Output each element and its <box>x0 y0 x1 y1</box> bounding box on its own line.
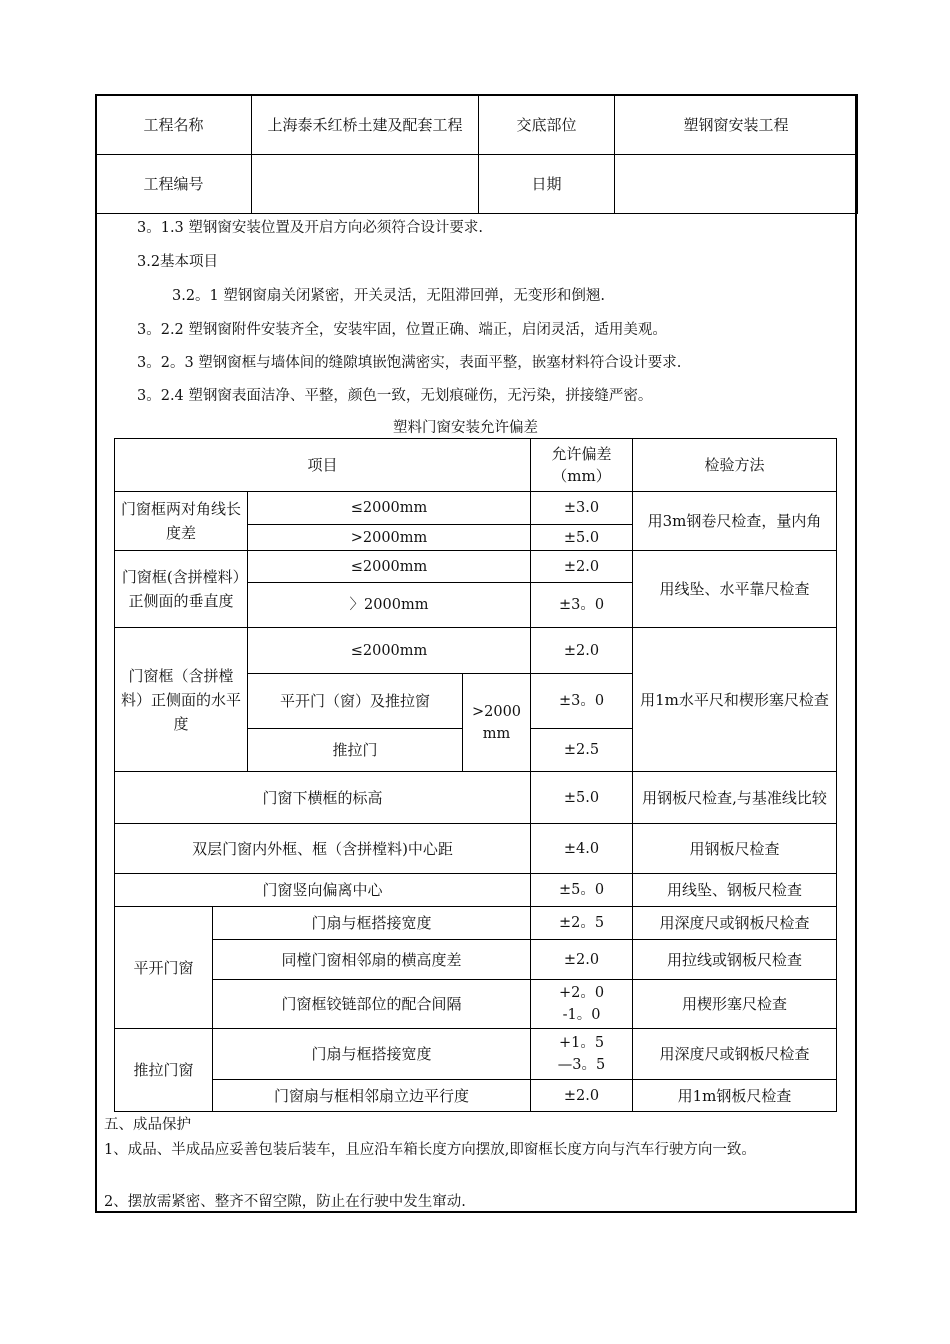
hori-method: 用1m水平尺和楔形塞尺检查 <box>633 628 837 772</box>
protection-item-1: 1、成品、半成品应妥善包装后装车，且应沿车箱长度方向摆放,即窗框长度方向与汽车行驶方向一致。 <box>104 1142 756 1158</box>
double-tol: ±4.0 <box>531 824 633 874</box>
sl-parallel-tol: ±2.0 <box>531 1080 633 1112</box>
hori-sliding-tol: ±2.5 <box>531 729 633 772</box>
cas-height-tol: ±2.0 <box>531 940 633 980</box>
vert-label: 门窗框(含拼樘料）正侧面的垂直度 <box>115 551 248 628</box>
cas-hinge-tol <box>531 980 633 1029</box>
body-line-6: 3。2.4 塑钢窗表面洁净、平整，颜色一致，无划痕碰伤，无污染，拼接缝严密。 <box>137 388 653 404</box>
date-label: 日期 <box>479 155 615 214</box>
cas-hinge-tol-plus: +2。0 <box>558 985 605 1001</box>
protection-item-2: 2、摆放需紧密、整齐不留空隙，防止在行驶中发生窜动. <box>104 1194 466 1210</box>
diag-le-tol: ±3.0 <box>531 492 633 525</box>
protection-title: 五、成品保护 <box>104 1117 191 1133</box>
head-tolerance: 允许偏差（mm） <box>531 439 633 492</box>
sl-parallel: 门窗扇与框相邻扇立边平行度 <box>213 1080 531 1112</box>
project-name-label: 工程名称 <box>96 95 252 155</box>
double-method: 用钢板尺检查 <box>633 824 837 874</box>
table-row <box>115 1029 837 1080</box>
diag-gt-tol: ±5.0 <box>531 525 633 551</box>
center-tol: ±5。0 <box>531 874 633 907</box>
diag-label: 门窗框两对角线长度差 <box>115 492 248 551</box>
table-row <box>115 1080 837 1112</box>
vert-le-tol: ±2.0 <box>531 551 633 583</box>
body-line-2: 3.2基本项目 <box>137 254 219 270</box>
handover-part-value: 塑钢窗安装工程 <box>615 95 858 155</box>
cas-height-method: 用拉线或钢板尺检查 <box>633 940 837 980</box>
center-method: 用线坠、钢板尺检查 <box>633 874 837 907</box>
table-row <box>115 628 837 674</box>
sl-overlap-tol-minus: —3。5 <box>557 1057 606 1073</box>
vert-gt-tol: ±3。0 <box>531 583 633 628</box>
sl-overlap: 门扇与框搭接宽度 <box>213 1029 531 1080</box>
hori-casement: 平开门（窗）及推拉窗 <box>248 674 463 729</box>
sl-overlap-tol <box>531 1029 633 1080</box>
diag-gt: >2000mm <box>248 525 531 551</box>
sliding-group: 推拉门窗 <box>115 1029 213 1112</box>
vert-method: 用线坠、水平靠尺检查 <box>633 551 837 628</box>
sill-tol: ±5.0 <box>531 772 633 824</box>
body-line-5: 3。2。3 塑钢窗框与墙体间的缝隙填嵌饱满密实，表面平整，嵌塞材料符合设计要求. <box>137 355 682 371</box>
cas-hinge-method: 用楔形塞尺检查 <box>633 980 837 1029</box>
table-row <box>115 772 837 824</box>
diag-method: 用3m钢卷尺检查，量内角 <box>633 492 837 551</box>
table-row <box>115 907 837 940</box>
project-no-value <box>252 155 479 214</box>
head-item: 项目 <box>115 439 531 492</box>
hori-label: 门窗框（含拼樘料）正侧面的水平度 <box>115 628 248 772</box>
cas-height: 同樘门窗相邻扇的横高度差 <box>213 940 531 980</box>
center-label: 门窗竖向偏离中心 <box>115 874 531 907</box>
head-method: 检验方法 <box>633 439 837 492</box>
hori-le: ≤2000mm <box>248 628 531 674</box>
cas-hinge: 门窗框铰链部位的配合间隔 <box>213 980 531 1029</box>
table-header-row <box>115 439 837 492</box>
cas-overlap-tol: ±2。5 <box>531 907 633 940</box>
cas-overlap: 门扇与框搭接宽度 <box>213 907 531 940</box>
table-row <box>115 874 837 907</box>
table-title: 塑料门窗安装允许偏差 <box>393 420 538 436</box>
sl-parallel-method: 用1m钢板尺检查 <box>633 1080 837 1112</box>
casement-group: 平开门窗 <box>115 907 213 1029</box>
handover-part-label: 交底部位 <box>479 95 615 155</box>
hori-le-tol: ±2.0 <box>531 628 633 674</box>
vert-le: ≤2000mm <box>248 551 531 583</box>
vert-gt: 〉2000mm <box>248 583 531 628</box>
hori-casement-tol: ±3。0 <box>531 674 633 729</box>
sl-overlap-tol-plus: +1。5 <box>558 1035 605 1051</box>
table-row <box>115 824 837 874</box>
sl-overlap-method: 用深度尺或钢板尺检查 <box>633 1029 837 1080</box>
table-row <box>115 940 837 980</box>
double-label: 双层门窗内外框、框（含拼樘料)中心距 <box>115 824 531 874</box>
body-line-3: 3.2。1 塑钢窗扇关闭紧密，开关灵活，无阻滞回弹，无变形和倒翘. <box>172 288 606 304</box>
table-row <box>115 980 837 1029</box>
hori-gt: >2000mm <box>463 674 531 772</box>
body-line-4: 3。2.2 塑钢窗附件安装齐全，安装牢固，位置正确、端正，启闭灵活，适用美观。 <box>137 322 667 338</box>
sill-label: 门窗下横框的标高 <box>115 772 531 824</box>
project-name-value: 上海泰禾红桥土建及配套工程 <box>252 95 479 155</box>
project-no-label: 工程编号 <box>96 155 252 214</box>
sill-method: 用钢板尺检查,与基准线比较 <box>633 772 837 824</box>
header-table <box>95 94 858 214</box>
cas-hinge-tol-minus: -1。0 <box>562 1007 601 1023</box>
date-value <box>615 155 858 214</box>
table-row <box>115 492 837 525</box>
deviation-table <box>114 438 837 1112</box>
hori-sliding: 推拉门 <box>248 729 463 772</box>
body-line-1: 3。1.3 塑钢窗安装位置及开启方向必须符合设计要求. <box>137 220 484 236</box>
cas-overlap-method: 用深度尺或钢板尺检查 <box>633 907 837 940</box>
table-row <box>115 551 837 583</box>
diag-le: ≤2000mm <box>248 492 531 525</box>
